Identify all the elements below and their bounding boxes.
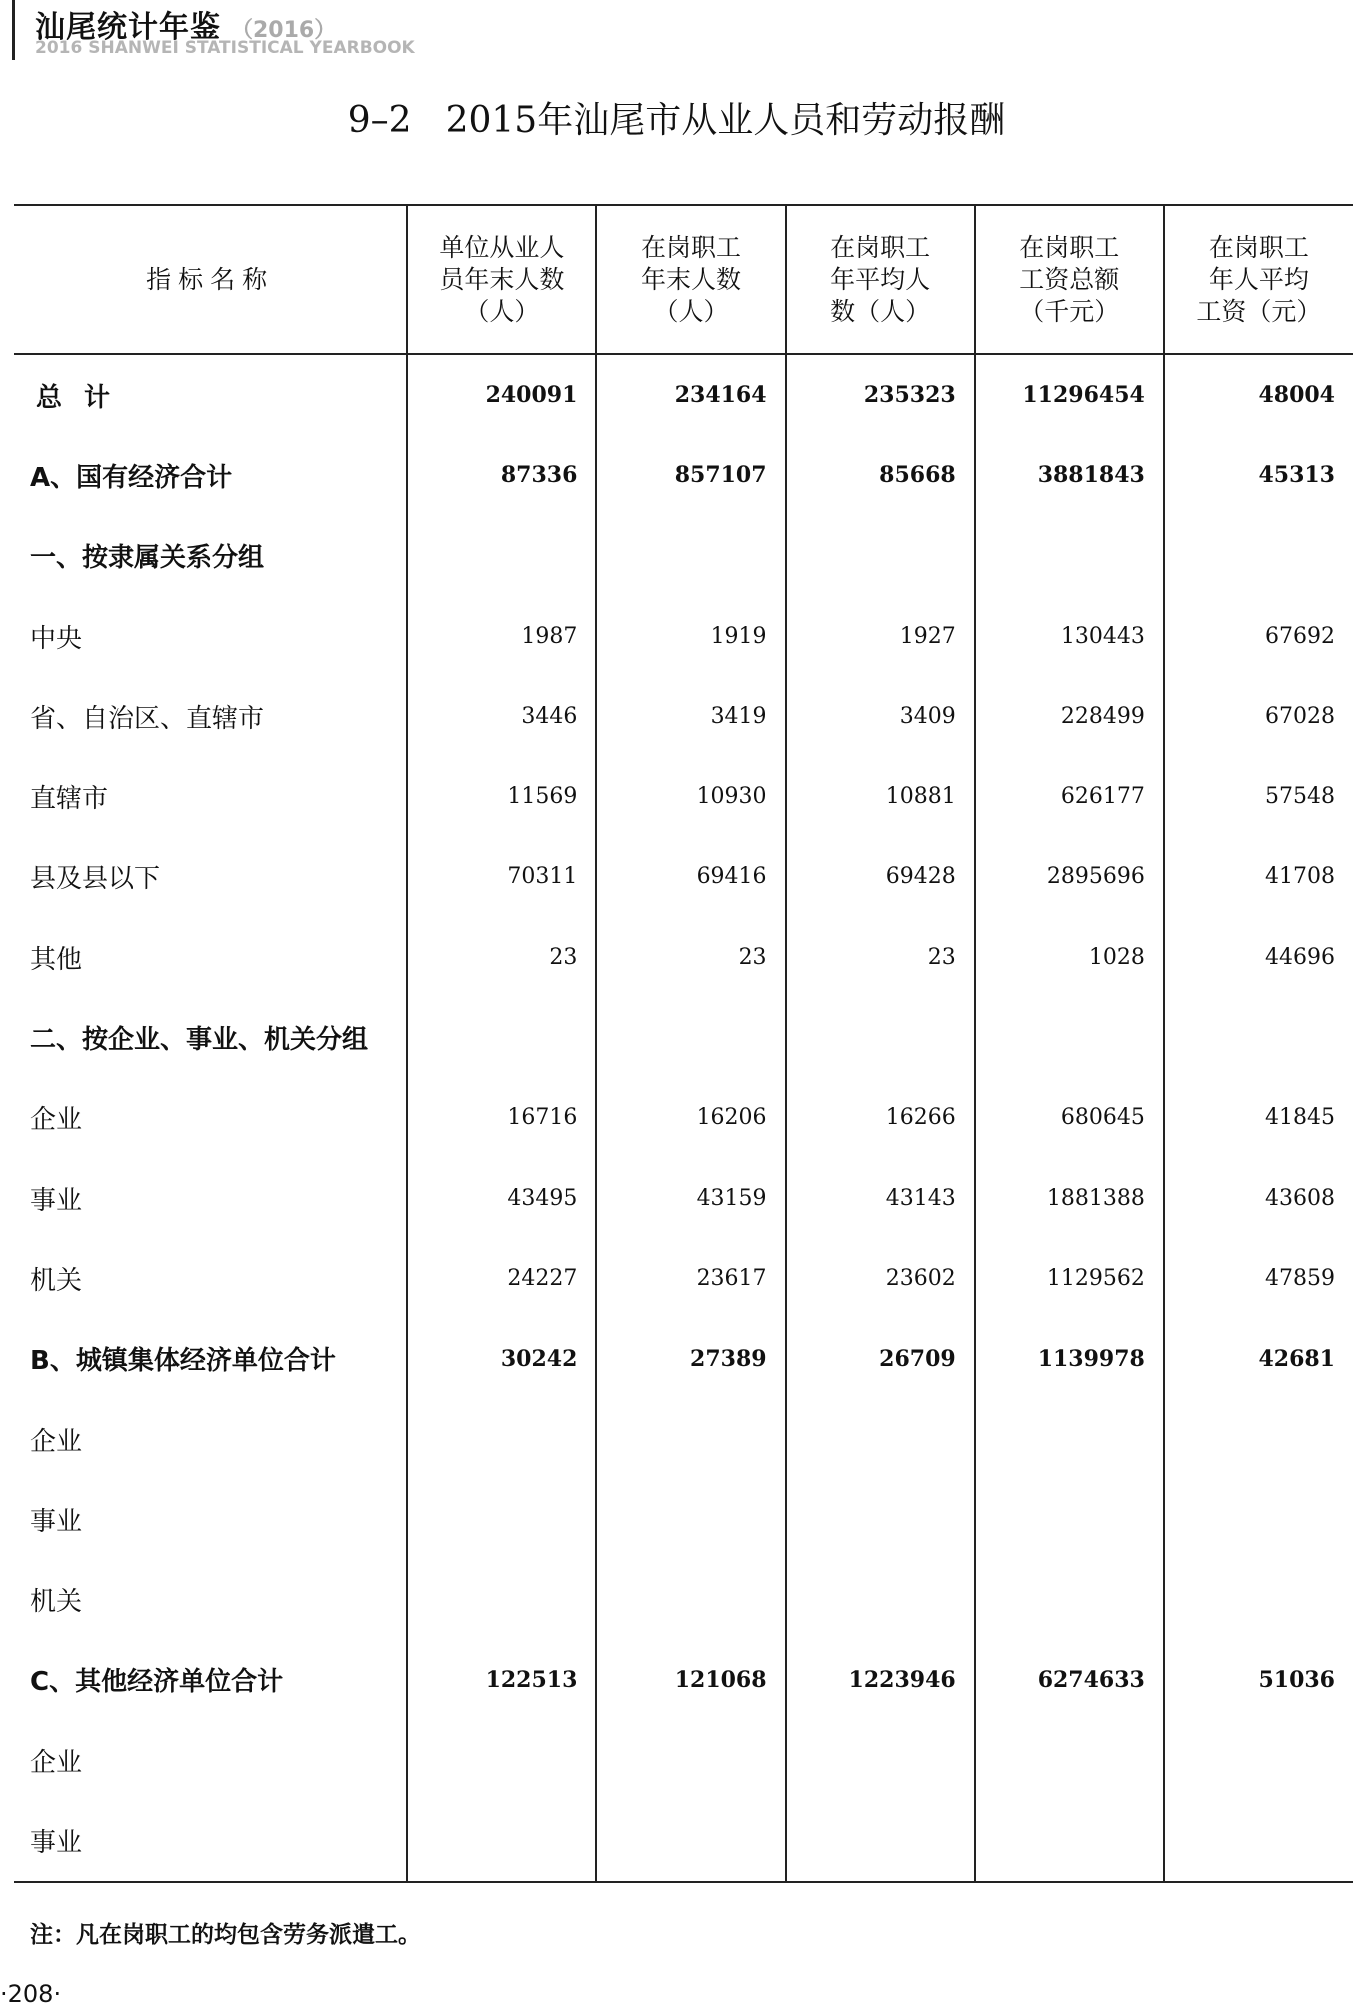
cell-value: 121068 xyxy=(596,1640,785,1720)
cell-value: 1223946 xyxy=(786,1640,975,1720)
header-col-1 xyxy=(407,205,596,354)
cell-value xyxy=(1164,1800,1353,1881)
cell-value: 3419 xyxy=(596,676,785,756)
table-row xyxy=(14,354,1353,435)
cell-value xyxy=(975,1559,1164,1639)
cell-value: 67028 xyxy=(1164,676,1353,756)
cell-value xyxy=(975,1800,1164,1881)
cell-value: 10930 xyxy=(596,756,785,836)
table-row xyxy=(14,1158,1353,1238)
footnote: 注：凡在岗职工的均包含劳务派遣工。 xyxy=(30,1922,421,1948)
cell-value xyxy=(407,1720,596,1800)
cell-value: 1881388 xyxy=(975,1158,1164,1238)
header-indicator-name xyxy=(14,205,407,354)
yearbook-year: （2016） xyxy=(231,18,337,43)
cell-value: 240091 xyxy=(407,354,596,435)
cell-value xyxy=(407,1399,596,1479)
cell-value xyxy=(407,997,596,1077)
cell-value: 41845 xyxy=(1164,1078,1353,1158)
header-line: 在岗职工 xyxy=(1019,232,1120,262)
cell-value: 48004 xyxy=(1164,354,1353,435)
header-col-3 xyxy=(786,205,975,354)
cell-value xyxy=(407,1800,596,1881)
row-label: A、国有经济合计 xyxy=(30,462,233,493)
cell-value: 30242 xyxy=(407,1319,596,1399)
row-label: 企业 xyxy=(30,1426,83,1457)
table-row xyxy=(14,997,1353,1077)
cell-value xyxy=(596,1559,785,1639)
cell-value xyxy=(786,1720,975,1800)
cell-value: 3446 xyxy=(407,676,596,756)
cell-value: 44696 xyxy=(1164,917,1353,997)
running-head xyxy=(12,0,415,60)
cell-value: 1919 xyxy=(596,596,785,676)
cell-value: 43495 xyxy=(407,1158,596,1238)
cell-value: 51036 xyxy=(1164,1640,1353,1720)
header-row xyxy=(14,205,1353,354)
header-line: 工资（元） xyxy=(1196,296,1322,326)
header-line: （人） xyxy=(464,296,540,326)
cell-value xyxy=(1164,516,1353,596)
cell-value: 57548 xyxy=(1164,756,1353,836)
row-label: C、其他经济单位合计 xyxy=(30,1667,284,1698)
cell-value: 2895696 xyxy=(975,837,1164,917)
header-line: 年末人数 xyxy=(640,264,741,294)
cell-value xyxy=(1164,1559,1353,1639)
cell-value: 1927 xyxy=(786,596,975,676)
row-label: 机关 xyxy=(30,1587,83,1618)
cell-value xyxy=(1164,1479,1353,1559)
cell-value xyxy=(407,1559,596,1639)
cell-value: 23 xyxy=(786,917,975,997)
table-row xyxy=(14,756,1353,836)
row-label: B、城镇集体经济单位合计 xyxy=(30,1346,336,1377)
table-row xyxy=(14,1800,1353,1881)
cell-value: 16716 xyxy=(407,1078,596,1158)
cell-value: 11569 xyxy=(407,756,596,836)
cell-value xyxy=(407,1479,596,1559)
header-line: 年人平均 xyxy=(1208,264,1309,294)
header-line: 员年末人数 xyxy=(439,264,565,294)
cell-value xyxy=(786,1800,975,1881)
cell-value xyxy=(975,516,1164,596)
cell-value xyxy=(596,997,785,1077)
cell-value: 16206 xyxy=(596,1078,785,1158)
row-label: 省、自治区、直辖市 xyxy=(30,703,265,734)
cell-value: 680645 xyxy=(975,1078,1164,1158)
yearbook-subtitle: 2016 SHANWEI STATISTICAL YEARBOOK xyxy=(35,38,415,58)
cell-value xyxy=(786,516,975,596)
cell-value: 16266 xyxy=(786,1078,975,1158)
header-col-5 xyxy=(1164,205,1353,354)
row-label: 一、按隶属关系分组 xyxy=(30,543,265,574)
cell-value: 85668 xyxy=(786,435,975,515)
cell-value: 23617 xyxy=(596,1238,785,1318)
header-line: 数（人） xyxy=(830,296,931,326)
header-line: （千元） xyxy=(1019,296,1120,326)
table-row xyxy=(14,596,1353,676)
cell-value xyxy=(786,997,975,1077)
cell-value xyxy=(975,1720,1164,1800)
table-body xyxy=(14,354,1353,1882)
cell-value: 11296454 xyxy=(975,354,1164,435)
cell-value: 67692 xyxy=(1164,596,1353,676)
table-row xyxy=(14,516,1353,596)
cell-value: 24227 xyxy=(407,1238,596,1318)
row-label: 事业 xyxy=(30,1506,83,1537)
cell-value: 41708 xyxy=(1164,837,1353,917)
row-label: 直辖市 xyxy=(30,784,109,815)
table-row xyxy=(14,1238,1353,1318)
cell-value xyxy=(407,516,596,596)
cell-value: 235323 xyxy=(786,354,975,435)
cell-value: 3881843 xyxy=(975,435,1164,515)
table-row xyxy=(14,917,1353,997)
row-label: 企业 xyxy=(30,1747,83,1778)
cell-value: 87336 xyxy=(407,435,596,515)
row-label: 二、按企业、事业、机关分组 xyxy=(30,1025,369,1056)
data-table xyxy=(14,204,1353,1883)
cell-value: 43608 xyxy=(1164,1158,1353,1238)
table-row xyxy=(14,676,1353,756)
header-line: 在岗职工 xyxy=(1208,232,1309,262)
header-line: 年平均人 xyxy=(830,264,931,294)
table-number: 9–2 xyxy=(347,100,412,141)
header-line: 在岗职工 xyxy=(830,232,931,262)
cell-value: 27389 xyxy=(596,1319,785,1399)
cell-value xyxy=(596,1399,785,1479)
page-number: ·208· xyxy=(0,1980,62,2008)
header-col-4 xyxy=(975,205,1164,354)
cell-value xyxy=(975,1399,1164,1479)
header-line: 工资总额 xyxy=(1019,264,1120,294)
cell-value: 69428 xyxy=(786,837,975,917)
cell-value: 1028 xyxy=(975,917,1164,997)
cell-value: 69416 xyxy=(596,837,785,917)
cell-value xyxy=(1164,1720,1353,1800)
header-line: （人） xyxy=(653,296,729,326)
header-col-2 xyxy=(596,205,785,354)
row-label: 企业 xyxy=(30,1105,83,1136)
cell-value: 45313 xyxy=(1164,435,1353,515)
header-line: 单位从业人 xyxy=(439,232,565,262)
cell-value xyxy=(786,1399,975,1479)
cell-value: 23 xyxy=(596,917,785,997)
yearbook-title: 汕尾统计年鉴 xyxy=(35,10,221,45)
table-row xyxy=(14,1479,1353,1559)
cell-value: 10881 xyxy=(786,756,975,836)
cell-value: 1129562 xyxy=(975,1238,1164,1318)
cell-value xyxy=(1164,997,1353,1077)
cell-value xyxy=(975,1479,1164,1559)
cell-value: 47859 xyxy=(1164,1238,1353,1318)
table-row xyxy=(14,1640,1353,1720)
cell-value: 43159 xyxy=(596,1158,785,1238)
table-row xyxy=(14,1399,1353,1479)
cell-value: 130443 xyxy=(975,596,1164,676)
cell-value xyxy=(596,1720,785,1800)
row-label: 其他 xyxy=(30,944,83,975)
cell-value: 23 xyxy=(407,917,596,997)
row-label: 总计 xyxy=(36,382,133,413)
cell-value xyxy=(786,1559,975,1639)
cell-value: 3409 xyxy=(786,676,975,756)
cell-value: 228499 xyxy=(975,676,1164,756)
table-row xyxy=(14,1319,1353,1399)
cell-value: 234164 xyxy=(596,354,785,435)
cell-value xyxy=(596,516,785,596)
cell-value xyxy=(1164,1399,1353,1479)
header-line: 指标名称 xyxy=(146,264,275,294)
cell-value: 626177 xyxy=(975,756,1164,836)
cell-value: 42681 xyxy=(1164,1319,1353,1399)
header-line: 在岗职工 xyxy=(640,232,741,262)
row-label: 中央 xyxy=(30,623,83,654)
table-row xyxy=(14,1559,1353,1639)
cell-value: 70311 xyxy=(407,837,596,917)
cell-value xyxy=(975,997,1164,1077)
cell-value: 6274633 xyxy=(975,1640,1164,1720)
cell-value: 1987 xyxy=(407,596,596,676)
row-label: 县及县以下 xyxy=(30,864,161,895)
table-row xyxy=(14,837,1353,917)
cell-value: 26709 xyxy=(786,1319,975,1399)
cell-value: 23602 xyxy=(786,1238,975,1318)
cell-value xyxy=(596,1800,785,1881)
cell-value xyxy=(596,1479,785,1559)
table-row xyxy=(14,1720,1353,1800)
table-row xyxy=(14,1078,1353,1158)
row-label: 机关 xyxy=(30,1265,83,1296)
cell-value xyxy=(786,1479,975,1559)
table-row xyxy=(14,435,1353,515)
cell-value: 857107 xyxy=(596,435,785,515)
page-title xyxy=(0,92,1353,143)
cell-value: 122513 xyxy=(407,1640,596,1720)
cell-value: 1139978 xyxy=(975,1319,1164,1399)
table-title: 2015年汕尾市从业人员和劳动报酬 xyxy=(445,100,1006,141)
row-label: 事业 xyxy=(14,1800,407,1881)
row-label: 事业 xyxy=(30,1185,83,1216)
cell-value: 43143 xyxy=(786,1158,975,1238)
